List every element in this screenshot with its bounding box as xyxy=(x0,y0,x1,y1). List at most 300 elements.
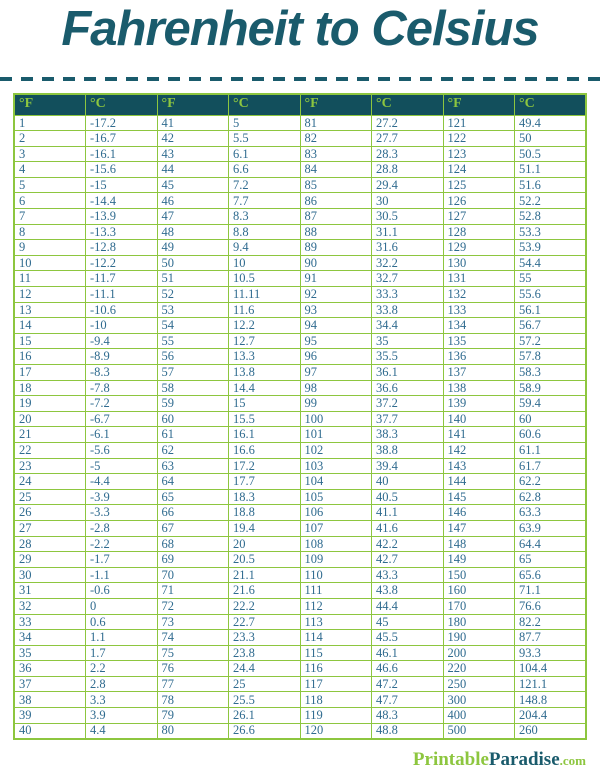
table-cell: 54 xyxy=(157,318,229,334)
table-cell: 145 xyxy=(443,489,515,505)
table-cell: 146 xyxy=(443,505,515,521)
table-cell: 22.7 xyxy=(229,614,301,630)
table-row xyxy=(14,255,586,271)
table-cell: 117 xyxy=(300,676,372,692)
table-cell: 35 xyxy=(14,645,86,661)
table-cell: 32.7 xyxy=(372,271,444,287)
table-cell: 58.9 xyxy=(515,380,587,396)
table-cell: 36.6 xyxy=(372,380,444,396)
table-cell: 20.5 xyxy=(229,552,301,568)
table-cell: 28.8 xyxy=(372,162,444,178)
table-cell: 49.4 xyxy=(515,115,587,131)
table-cell: 139 xyxy=(443,396,515,412)
table-cell: 43.3 xyxy=(372,567,444,583)
table-cell: 31 xyxy=(14,583,86,599)
table-cell: 18.8 xyxy=(229,505,301,521)
table-cell: 95 xyxy=(300,333,372,349)
table-cell: 89 xyxy=(300,240,372,256)
table-cell: 17 xyxy=(14,365,86,381)
table-cell: 26.1 xyxy=(229,708,301,724)
table-cell: 129 xyxy=(443,240,515,256)
brand-paradise: Paradise xyxy=(488,749,560,770)
table-cell: 123 xyxy=(443,146,515,162)
table-cell: -13.9 xyxy=(86,209,158,225)
table-header-row xyxy=(14,94,586,115)
table-row xyxy=(14,598,586,614)
table-row xyxy=(14,583,586,599)
table-cell: -12.2 xyxy=(86,255,158,271)
table-cell: 76 xyxy=(157,661,229,677)
table-cell: 136 xyxy=(443,349,515,365)
table-cell: 6.6 xyxy=(229,162,301,178)
table-cell: 44.4 xyxy=(372,598,444,614)
table-cell: 34 xyxy=(14,630,86,646)
table-cell: 20 xyxy=(14,411,86,427)
table-cell: 19 xyxy=(14,396,86,412)
table-cell: 7.2 xyxy=(229,177,301,193)
table-cell: 18.3 xyxy=(229,489,301,505)
table-cell: 190 xyxy=(443,630,515,646)
table-cell: 16.6 xyxy=(229,442,301,458)
table-row xyxy=(14,614,586,630)
table-cell: 25 xyxy=(229,676,301,692)
table-cell: 55.6 xyxy=(515,287,587,303)
table-cell: -3.3 xyxy=(86,505,158,521)
column-header: °C xyxy=(229,94,301,115)
table-cell: 25.5 xyxy=(229,692,301,708)
table-cell: 22.2 xyxy=(229,598,301,614)
table-row xyxy=(14,193,586,209)
table-cell: 46 xyxy=(157,193,229,209)
table-cell: 250 xyxy=(443,676,515,692)
table-cell: 68 xyxy=(157,536,229,552)
table-cell: 1 xyxy=(14,115,86,131)
table-cell: 70 xyxy=(157,567,229,583)
table-cell: 5 xyxy=(229,115,301,131)
table-cell: 42.2 xyxy=(372,536,444,552)
table-cell: 59.4 xyxy=(515,396,587,412)
table-cell: 107 xyxy=(300,520,372,536)
table-cell: 42 xyxy=(157,131,229,147)
table-cell: 14 xyxy=(14,318,86,334)
table-cell: 41 xyxy=(157,115,229,131)
table-cell: 143 xyxy=(443,458,515,474)
table-cell: 57.2 xyxy=(515,333,587,349)
table-cell: 34.4 xyxy=(372,318,444,334)
table-cell: 61.1 xyxy=(515,442,587,458)
table-cell: 260 xyxy=(515,723,587,739)
table-cell: 36 xyxy=(14,661,86,677)
table-cell: 53.9 xyxy=(515,240,587,256)
table-cell: 36.1 xyxy=(372,365,444,381)
column-header: °F xyxy=(14,94,86,115)
table-cell: 116 xyxy=(300,661,372,677)
table-cell: 3.3 xyxy=(86,692,158,708)
table-cell: 170 xyxy=(443,598,515,614)
table-cell: 60.6 xyxy=(515,427,587,443)
table-cell: 200 xyxy=(443,645,515,661)
table-cell: 50 xyxy=(515,131,587,147)
table-cell: 26 xyxy=(14,505,86,521)
table-cell: 41.1 xyxy=(372,505,444,521)
table-cell: 51.6 xyxy=(515,177,587,193)
table-cell: 21 xyxy=(14,427,86,443)
table-cell: 1.7 xyxy=(86,645,158,661)
table-row xyxy=(14,567,586,583)
table-cell: 80 xyxy=(157,723,229,739)
table-cell: 25 xyxy=(14,489,86,505)
table-cell: 45 xyxy=(157,177,229,193)
table-cell: 94 xyxy=(300,318,372,334)
table-cell: 30 xyxy=(14,567,86,583)
table-row xyxy=(14,349,586,365)
table-cell: 113 xyxy=(300,614,372,630)
column-header: °C xyxy=(515,94,587,115)
table-row xyxy=(14,115,586,131)
table-cell: -10 xyxy=(86,318,158,334)
table-cell: 141 xyxy=(443,427,515,443)
table-row xyxy=(14,552,586,568)
table-cell: 37.2 xyxy=(372,396,444,412)
table-cell: 126 xyxy=(443,193,515,209)
table-cell: 15.5 xyxy=(229,411,301,427)
table-cell: 14.4 xyxy=(229,380,301,396)
table-cell: 400 xyxy=(443,708,515,724)
table-cell: 220 xyxy=(443,661,515,677)
table-row xyxy=(14,396,586,412)
table-cell: -10.6 xyxy=(86,302,158,318)
brand-printable: Printable xyxy=(412,749,489,770)
table-cell: 115 xyxy=(300,645,372,661)
table-cell: 27.2 xyxy=(372,115,444,131)
table-cell: 13 xyxy=(14,302,86,318)
table-cell: 43 xyxy=(157,146,229,162)
table-cell: 50 xyxy=(157,255,229,271)
table-cell: 26.6 xyxy=(229,723,301,739)
table-cell: 3.9 xyxy=(86,708,158,724)
table-cell: 23.3 xyxy=(229,630,301,646)
table-row xyxy=(14,380,586,396)
table-cell: 22 xyxy=(14,442,86,458)
table-cell: 142 xyxy=(443,442,515,458)
table-cell: -4.4 xyxy=(86,474,158,490)
table-cell: -6.7 xyxy=(86,411,158,427)
table-cell: 50.5 xyxy=(515,146,587,162)
table-cell: -13.3 xyxy=(86,224,158,240)
table-cell: 71 xyxy=(157,583,229,599)
table-cell: 106 xyxy=(300,505,372,521)
table-cell: 2.8 xyxy=(86,676,158,692)
table-row xyxy=(14,271,586,287)
table-cell: 56.1 xyxy=(515,302,587,318)
table-cell: 23.8 xyxy=(229,645,301,661)
table-cell: 105 xyxy=(300,489,372,505)
table-cell: 148.8 xyxy=(515,692,587,708)
table-cell: 52.8 xyxy=(515,209,587,225)
table-cell: 61.7 xyxy=(515,458,587,474)
table-cell: 65.6 xyxy=(515,567,587,583)
table-cell: 63 xyxy=(157,458,229,474)
table-cell: 45.5 xyxy=(372,630,444,646)
table-cell: 44 xyxy=(157,162,229,178)
column-header: °F xyxy=(443,94,515,115)
table-cell: 57 xyxy=(157,365,229,381)
table-cell: 12 xyxy=(14,287,86,303)
table-cell: 110 xyxy=(300,567,372,583)
table-cell: -14.4 xyxy=(86,193,158,209)
table-cell: 84 xyxy=(300,162,372,178)
column-header: °C xyxy=(86,94,158,115)
table-cell: 51 xyxy=(157,271,229,287)
table-row xyxy=(14,318,586,334)
table-cell: 40 xyxy=(14,723,86,739)
table-cell: 32 xyxy=(14,598,86,614)
table-cell: 40 xyxy=(372,474,444,490)
table-cell: -3.9 xyxy=(86,489,158,505)
table-cell: 160 xyxy=(443,583,515,599)
table-cell: 60 xyxy=(515,411,587,427)
table-cell: 33.8 xyxy=(372,302,444,318)
table-cell: 24.4 xyxy=(229,661,301,677)
table-cell: 1.1 xyxy=(86,630,158,646)
table-cell: 53 xyxy=(157,302,229,318)
table-row xyxy=(14,458,586,474)
table-cell: 52.2 xyxy=(515,193,587,209)
table-cell: 47.7 xyxy=(372,692,444,708)
brand-com: .com xyxy=(559,753,586,768)
table-cell: 93.3 xyxy=(515,645,587,661)
table-cell: 135 xyxy=(443,333,515,349)
table-cell: 87.7 xyxy=(515,630,587,646)
table-cell: 4.4 xyxy=(86,723,158,739)
table-cell: 62.8 xyxy=(515,489,587,505)
table-cell: -2.8 xyxy=(86,520,158,536)
table-cell: 78 xyxy=(157,692,229,708)
table-cell: 47 xyxy=(157,209,229,225)
table-cell: 103 xyxy=(300,458,372,474)
table-cell: 120 xyxy=(300,723,372,739)
table-cell: 27.7 xyxy=(372,131,444,147)
table-cell: 87 xyxy=(300,209,372,225)
table-cell: -15.6 xyxy=(86,162,158,178)
table-cell: 32.2 xyxy=(372,255,444,271)
table-row xyxy=(14,708,586,724)
table-cell: 82.2 xyxy=(515,614,587,630)
table-cell: 62.2 xyxy=(515,474,587,490)
table-cell: 8 xyxy=(14,224,86,240)
table-cell: 130 xyxy=(443,255,515,271)
table-cell: 119 xyxy=(300,708,372,724)
table-cell: 37 xyxy=(14,676,86,692)
table-cell: 37.7 xyxy=(372,411,444,427)
table-cell: 28 xyxy=(14,536,86,552)
table-cell: -17.2 xyxy=(86,115,158,131)
table-cell: 148 xyxy=(443,536,515,552)
table-cell: 121.1 xyxy=(515,676,587,692)
table-cell: 132 xyxy=(443,287,515,303)
table-cell: 300 xyxy=(443,692,515,708)
table-cell: -1.1 xyxy=(86,567,158,583)
table-cell: 38.3 xyxy=(372,427,444,443)
table-cell: 88 xyxy=(300,224,372,240)
table-row xyxy=(14,723,586,739)
table-cell: 112 xyxy=(300,598,372,614)
table-cell: 35 xyxy=(372,333,444,349)
table-cell: 125 xyxy=(443,177,515,193)
table-cell: 97 xyxy=(300,365,372,381)
table-cell: 81 xyxy=(300,115,372,131)
table-cell: 28.3 xyxy=(372,146,444,162)
table-cell: 30 xyxy=(372,193,444,209)
table-cell: 23 xyxy=(14,458,86,474)
table-cell: 122 xyxy=(443,131,515,147)
table-cell: 114 xyxy=(300,630,372,646)
table-row xyxy=(14,505,586,521)
table-cell: 31.1 xyxy=(372,224,444,240)
table-cell: 100 xyxy=(300,411,372,427)
table-cell: 79 xyxy=(157,708,229,724)
table-cell: 0.6 xyxy=(86,614,158,630)
table-cell: -12.8 xyxy=(86,240,158,256)
table-cell: 48.3 xyxy=(372,708,444,724)
table-cell: -7.8 xyxy=(86,380,158,396)
table-cell: 73 xyxy=(157,614,229,630)
table-cell: 111 xyxy=(300,583,372,599)
conversion-table xyxy=(13,93,587,740)
table-cell: 45 xyxy=(372,614,444,630)
table-cell: 48.8 xyxy=(372,723,444,739)
table-cell: 46.1 xyxy=(372,645,444,661)
table-cell: 41.6 xyxy=(372,520,444,536)
table-cell: -11.1 xyxy=(86,287,158,303)
table-cell: 108 xyxy=(300,536,372,552)
table-cell: 98 xyxy=(300,380,372,396)
table-cell: 33 xyxy=(14,614,86,630)
table-cell: 128 xyxy=(443,224,515,240)
table-cell: 500 xyxy=(443,723,515,739)
table-cell: 8.3 xyxy=(229,209,301,225)
table-cell: 121 xyxy=(443,115,515,131)
table-cell: 101 xyxy=(300,427,372,443)
table-cell: 74 xyxy=(157,630,229,646)
table-cell: 138 xyxy=(443,380,515,396)
table-cell: 104.4 xyxy=(515,661,587,677)
table-cell: 29 xyxy=(14,552,86,568)
table-cell: 21.6 xyxy=(229,583,301,599)
table-row xyxy=(14,676,586,692)
table-row xyxy=(14,489,586,505)
dashed-divider xyxy=(0,77,600,81)
table-cell: 12.7 xyxy=(229,333,301,349)
table-cell: 137 xyxy=(443,365,515,381)
table-cell: 58.3 xyxy=(515,365,587,381)
column-header: °C xyxy=(372,94,444,115)
table-cell: 47.2 xyxy=(372,676,444,692)
table-cell: 27 xyxy=(14,520,86,536)
table-row xyxy=(14,177,586,193)
table-row xyxy=(14,365,586,381)
table-cell: 144 xyxy=(443,474,515,490)
table-cell: 20 xyxy=(229,536,301,552)
table-cell: 90 xyxy=(300,255,372,271)
table-cell: 60 xyxy=(157,411,229,427)
table-cell: 31.6 xyxy=(372,240,444,256)
table-cell: 64.4 xyxy=(515,536,587,552)
table-cell: 147 xyxy=(443,520,515,536)
table-cell: 69 xyxy=(157,552,229,568)
table-row xyxy=(14,146,586,162)
column-header: °F xyxy=(300,94,372,115)
page-title: Fahrenheit to Celsius xyxy=(61,2,539,56)
table-cell: 134 xyxy=(443,318,515,334)
table-cell: 49 xyxy=(157,240,229,256)
table-cell: 43.8 xyxy=(372,583,444,599)
table-cell: 99 xyxy=(300,396,372,412)
table-cell: -8.3 xyxy=(86,365,158,381)
table-cell: 58 xyxy=(157,380,229,396)
table-cell: -2.2 xyxy=(86,536,158,552)
table-cell: 35.5 xyxy=(372,349,444,365)
table-row xyxy=(14,661,586,677)
table-cell: 0 xyxy=(86,598,158,614)
table-cell: 48 xyxy=(157,224,229,240)
table-cell: 30.5 xyxy=(372,209,444,225)
table-cell: 38 xyxy=(14,692,86,708)
table-cell: 133 xyxy=(443,302,515,318)
table-cell: 17.2 xyxy=(229,458,301,474)
table-cell: 29.4 xyxy=(372,177,444,193)
table-cell: 124 xyxy=(443,162,515,178)
table-row xyxy=(14,131,586,147)
table-cell: 2.2 xyxy=(86,661,158,677)
table-cell: 57.8 xyxy=(515,349,587,365)
table-cell: -8.9 xyxy=(86,349,158,365)
table-cell: 118 xyxy=(300,692,372,708)
table-cell: 66 xyxy=(157,505,229,521)
table-cell: 3 xyxy=(14,146,86,162)
table-cell: -11.7 xyxy=(86,271,158,287)
table-cell: 85 xyxy=(300,177,372,193)
table-cell: 59 xyxy=(157,396,229,412)
table-cell: 204.4 xyxy=(515,708,587,724)
table-cell: 65 xyxy=(515,552,587,568)
table-cell: 109 xyxy=(300,552,372,568)
table-cell: 64 xyxy=(157,474,229,490)
table-row xyxy=(14,209,586,225)
footer-brand xyxy=(413,749,586,771)
table-cell: 52 xyxy=(157,287,229,303)
table-cell: 5 xyxy=(14,177,86,193)
table-cell: 82 xyxy=(300,131,372,147)
table-row xyxy=(14,692,586,708)
table-row xyxy=(14,287,586,303)
table-cell: 51.1 xyxy=(515,162,587,178)
table-row xyxy=(14,536,586,552)
table-cell: 17.7 xyxy=(229,474,301,490)
table-cell: 12.2 xyxy=(229,318,301,334)
table-cell: 63.3 xyxy=(515,505,587,521)
table-row xyxy=(14,224,586,240)
table-cell: 72 xyxy=(157,598,229,614)
table-cell: 61 xyxy=(157,427,229,443)
table-cell: -16.7 xyxy=(86,131,158,147)
table-cell: 67 xyxy=(157,520,229,536)
table-row xyxy=(14,442,586,458)
table-cell: 10 xyxy=(14,255,86,271)
table-cell: -1.7 xyxy=(86,552,158,568)
table-row xyxy=(14,645,586,661)
table-cell: 93 xyxy=(300,302,372,318)
